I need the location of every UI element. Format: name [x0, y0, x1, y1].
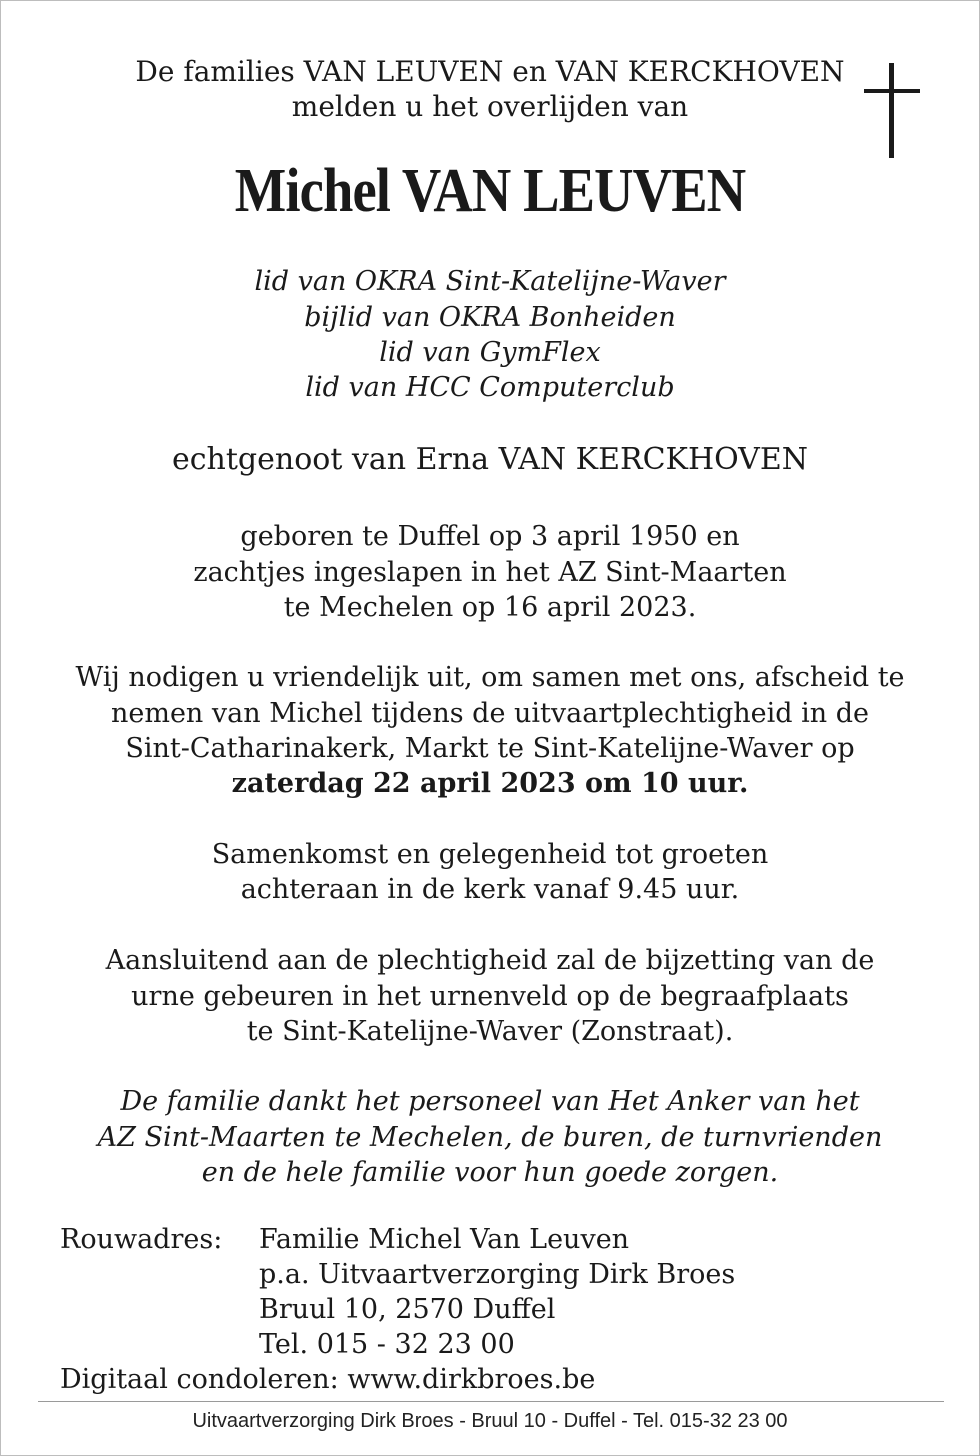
membership-line: lid van OKRA Sint-Katelijne-Waver	[254, 266, 726, 297]
burial-line: te Sint-Katelijne-Waver (Zonstraat).	[246, 1016, 734, 1047]
birth-death-line: geboren te Duffel op 3 april 1950 en	[240, 521, 740, 552]
footer-divider	[38, 1401, 944, 1402]
thanks-line: en de hele familie voor hun goede zorgen.	[201, 1157, 779, 1188]
membership-line: bijlid van OKRA Bonheiden	[304, 302, 676, 333]
membership-line: lid van HCC Computerclub	[305, 372, 675, 403]
invitation-line: Sint-Catharinakerk, Markt te Sint-Katelijne-Waver op	[125, 733, 855, 764]
burial-line: Aansluitend aan de plechtigheid zal de bijzetting van de	[105, 945, 875, 976]
birth-death-line: zachtjes ingeslapen in het AZ Sint-Maarten	[193, 557, 787, 588]
deceased-name: Michel VAN LEUVEN	[234, 157, 746, 225]
address-line: p.a. Uitvaartverzorging Dirk Broes	[259, 1259, 736, 1290]
spouse-line: echtgenoot van Erna VAN KERCKHOVEN	[172, 442, 808, 477]
address-phone: Tel. 015 - 32 23 00	[259, 1329, 515, 1360]
membership-line: lid van GymFlex	[379, 337, 601, 368]
header-announcement: melden u het overlijden van	[291, 90, 689, 123]
address-line: Familie Michel Van Leuven	[259, 1224, 630, 1255]
footer-funeral-home: Uitvaartverzorging Dirk Broes - Bruul 10 - Duffel - Tel. 015-32 23 00	[192, 1410, 788, 1432]
address-label: Rouwadres:	[60, 1224, 223, 1255]
thanks-line: De familie dankt het personeel van Het Anker van het	[120, 1086, 860, 1117]
burial-line: urne gebeuren in het urnenveld op de begraafplaats	[131, 981, 849, 1012]
gathering-line: Samenkomst en gelegenheid tot groeten	[211, 839, 769, 870]
invitation-line: Wij nodigen u vriendelijk uit, om samen met ons, afscheid te	[75, 662, 905, 693]
thanks-line: AZ Sint-Maarten te Mechelen, de buren, de turnvrienden	[97, 1122, 883, 1153]
address-line: Bruul 10, 2570 Duffel	[259, 1294, 556, 1325]
condolence-website: Digitaal condoleren: www.dirkbroes.be	[60, 1364, 596, 1395]
ceremony-datetime: zaterdag 22 april 2023 om 10 uur.	[231, 768, 749, 799]
invitation-line: nemen van Michel tijdens de uitvaartplechtigheid in de	[110, 698, 870, 729]
gathering-line: achteraan in de kerk vanaf 9.45 uur.	[240, 874, 740, 905]
header-families: De families VAN LEUVEN en VAN KERCKHOVEN	[135, 55, 845, 88]
birth-death-line: te Mechelen op 16 april 2023.	[283, 592, 697, 623]
